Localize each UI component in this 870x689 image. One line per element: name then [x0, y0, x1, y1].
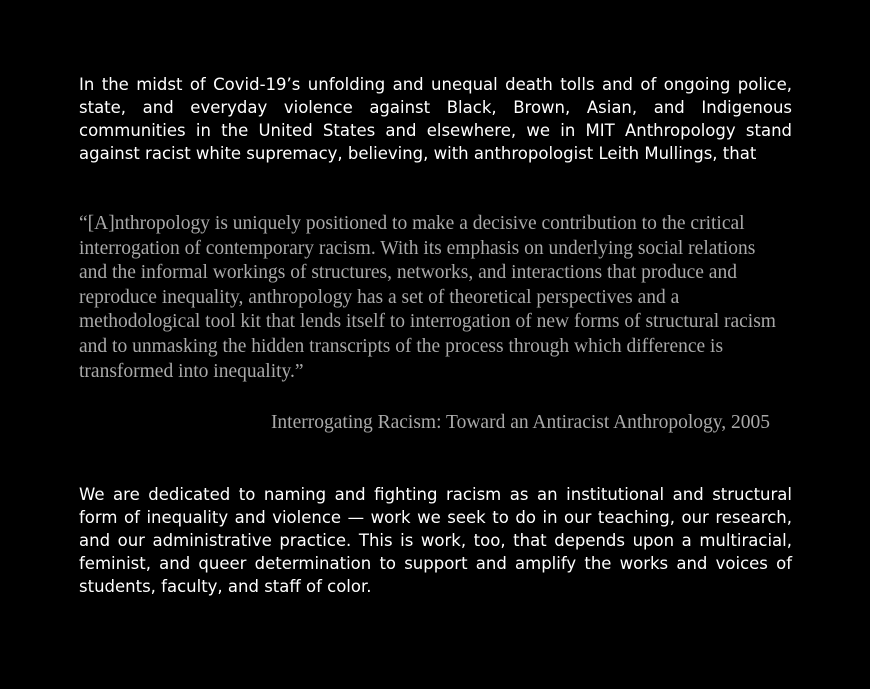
- mullings-quote: “[A]nthropology is uniquely positioned to make a decisive contribution to the critical interrogation of contemporary racism. With its emphasis on underlying social relations and the informal workings of structures, networks, and interactions that produce and reproduce inequality, anthropology has a set of theoretical perspectives and a methodological tool kit that lends itself to interrogation of new forms of structural racism and to unmasking the hidden transcripts of the process through which difference is transformed into inequality.”: [79, 213, 776, 382]
- intro-paragraph: In the midst of Covid-19’s unfolding and unequal death tolls and of ongoing police, state, and everyday violence against Black, Brown, Asian, and Indigenous communities in the United States and elsewhere, we in MIT Anthropology stand against racist white supremacy, believing, with anthropologist Leith Mullings, that: [79, 75, 792, 163]
- closing-paragraph: We are dedicated to naming and fighting racism as an institutional and structural form of inequality and violence — work we seek to do in our teaching, our research, and our administrative practice. This is work, too, that depends upon a multiracial, feminist, and queer determination to support and amplify the works and voices of students, faculty, and staff of color.: [79, 485, 792, 596]
- quote-citation: Interrogating Racism: Toward an Antiracist Anthropology, 2005: [270, 412, 770, 433]
